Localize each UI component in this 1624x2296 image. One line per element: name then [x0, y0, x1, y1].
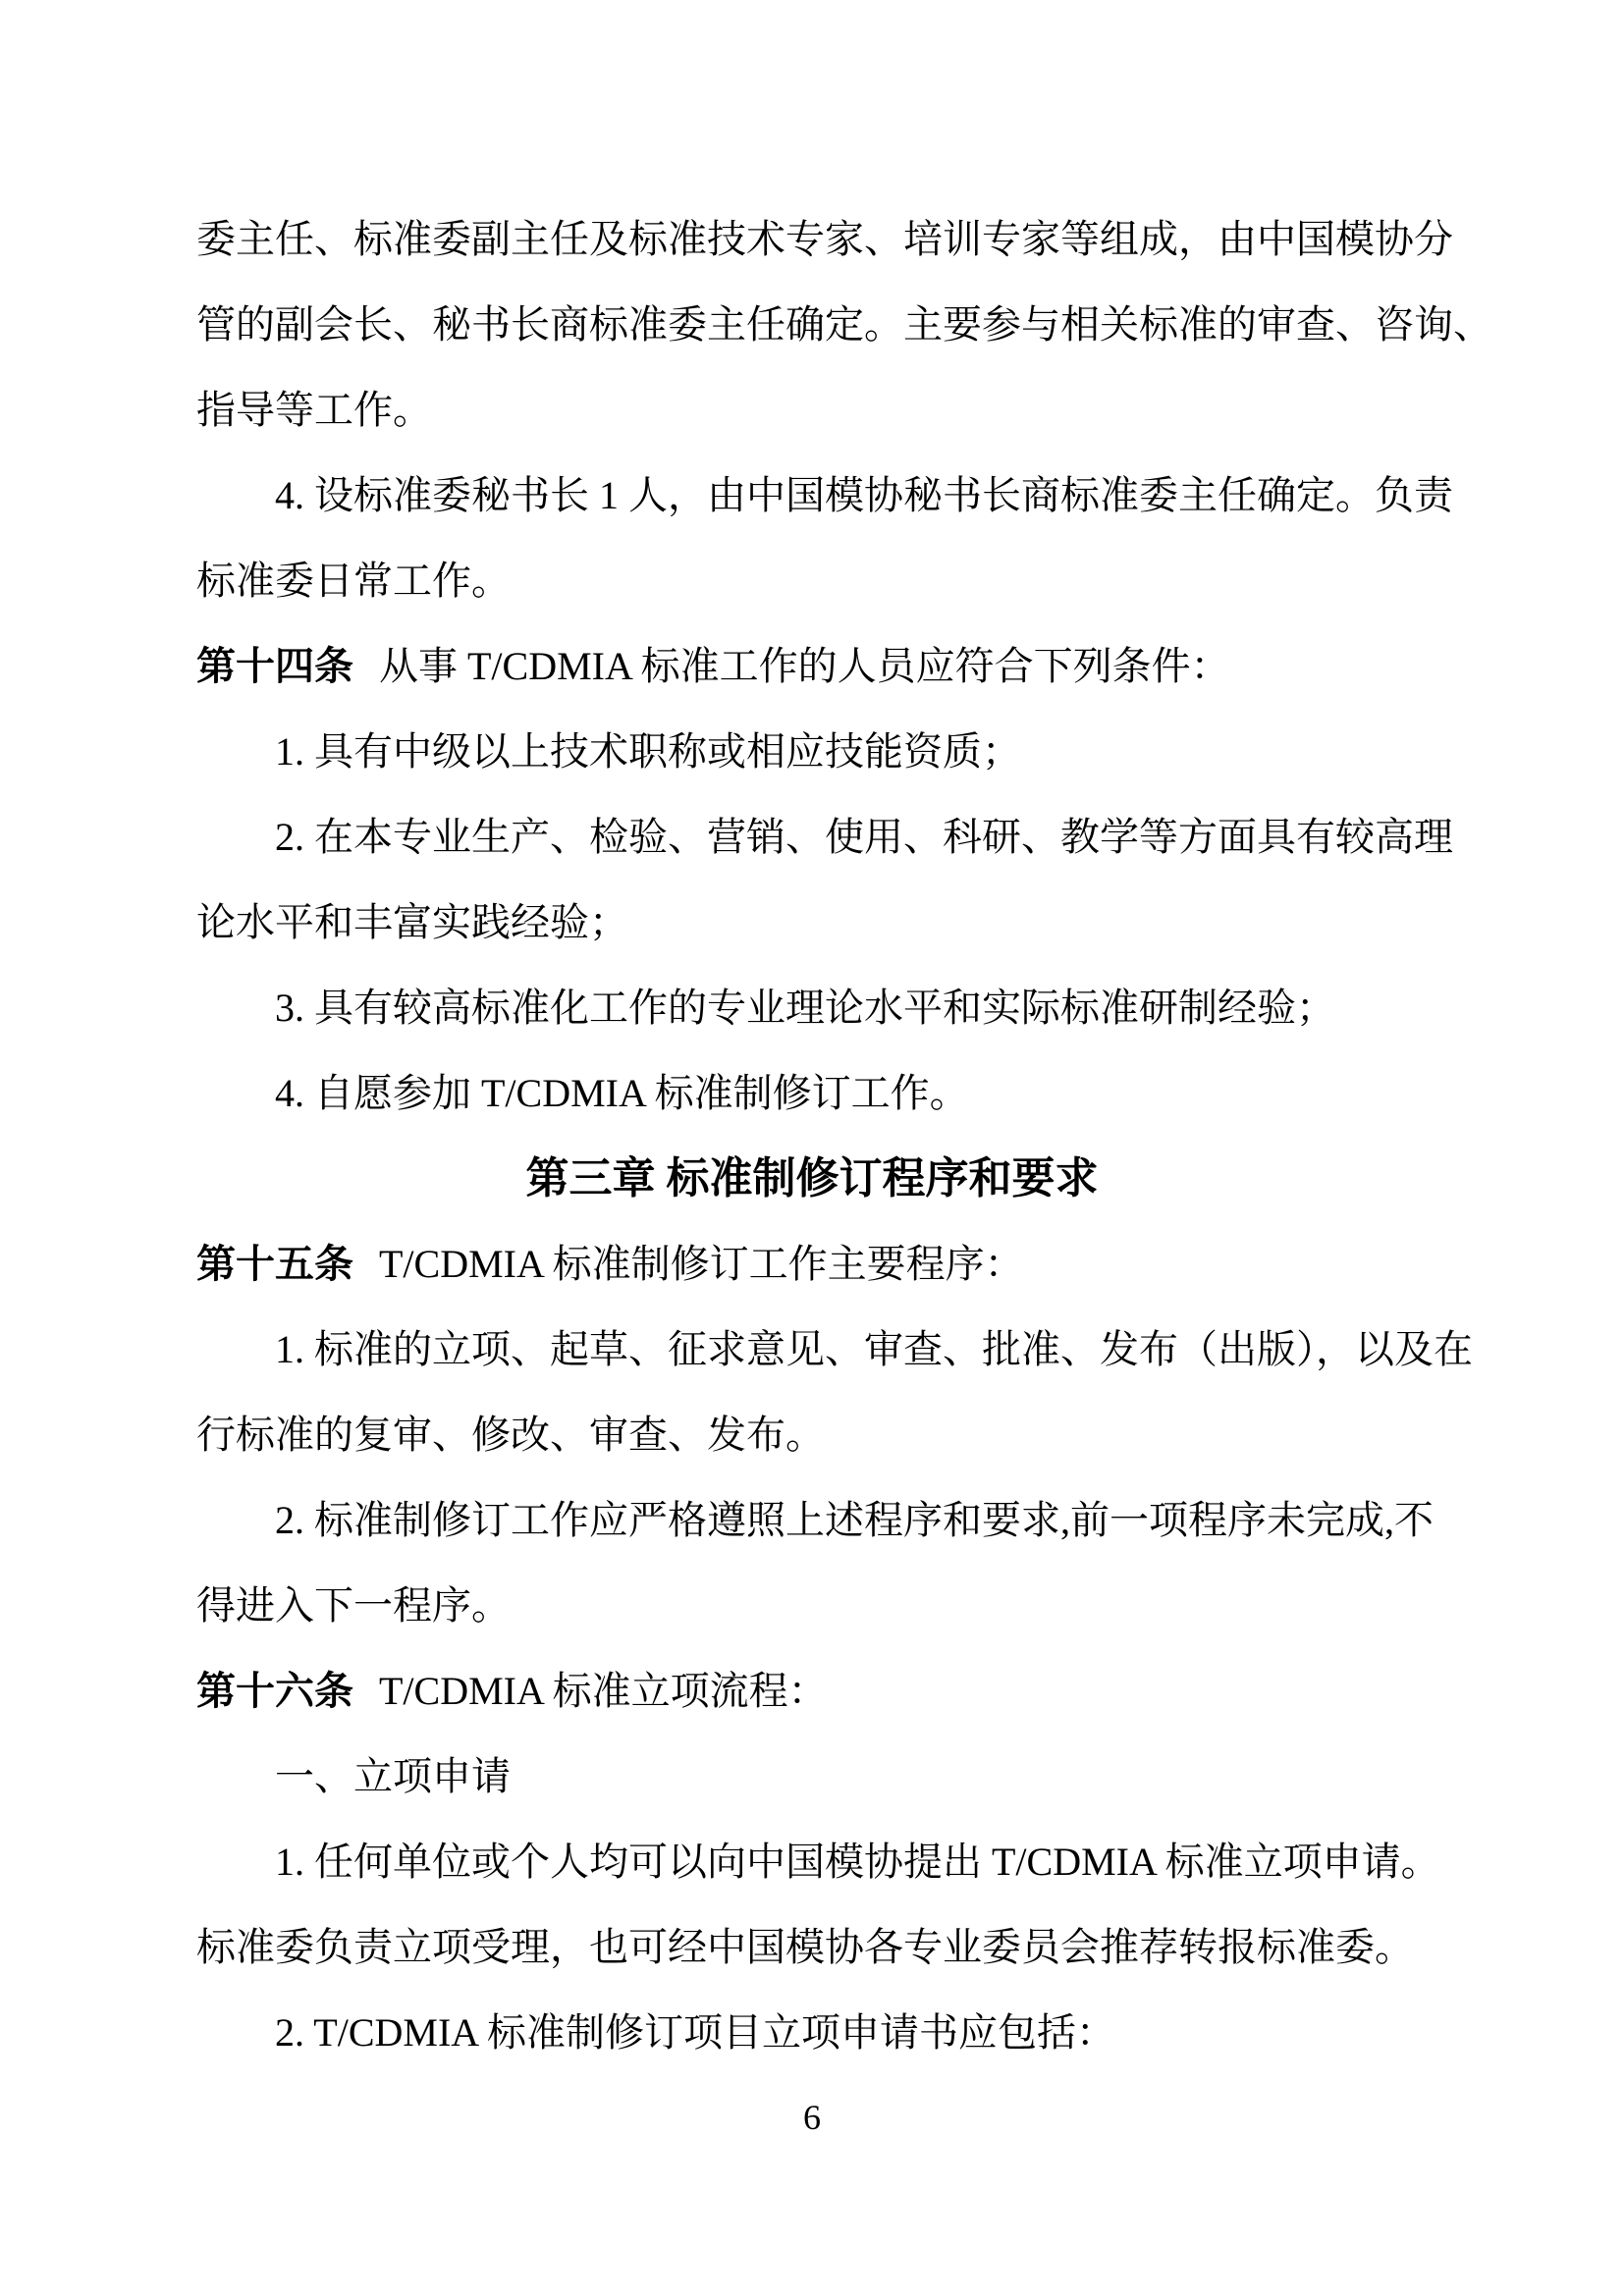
text-line: 指导等工作。: [196, 388, 432, 432]
text-line: 2. 在本专业生产、检验、营销、使用、科研、教学等方面具有较高理: [275, 815, 1453, 859]
text-line: 1. 任何单位或个人均可以向中国模协提出 T/CDMIA 标准立项申请。: [275, 1840, 1440, 1884]
text-line: 4. 自愿参加 T/CDMIA 标准制修订工作。: [275, 1071, 969, 1115]
article-text: 从事 T/CDMIA 标准工作的人员应符合下列条件：: [379, 644, 1230, 688]
text-line: 1. 具有中级以上技术职称或相应技能资质；: [275, 729, 1021, 774]
text-line: 得进入下一程序。: [196, 1583, 511, 1628]
document-body: [196, 196, 1492, 2075]
text-line: 标准委负责立项受理，也可经中国模协各专业委员会推荐转报标准委。: [196, 1925, 1414, 1969]
chapter-heading: 第三章 标准制修订程序和要求: [525, 1154, 1099, 1202]
article-text: T/CDMIA 标准制修订工作主要程序：: [379, 1242, 1024, 1286]
text-line: 3. 具有较高标准化工作的专业理论水平和实际标准研制经验；: [275, 986, 1335, 1030]
text-line: [196, 623, 1428, 709]
text-line: [196, 1648, 1428, 1734]
text-line: [196, 1221, 1428, 1307]
text-line: 行标准的复审、修改、审查、发布。: [196, 1413, 825, 1457]
text-line: 2. 标准制修订工作应严格遵照上述程序和要求,前一项程序未完成,不: [275, 1498, 1434, 1542]
text-line: 论水平和丰富实践经验；: [196, 900, 628, 944]
text-line: 标准委日常工作。: [196, 559, 511, 603]
article-number-label: 第十四条: [196, 644, 353, 688]
text-line: 委主任、标准委副主任及标准技术专家、培训专家等组成，由中国模协分: [196, 217, 1453, 261]
text-line: 管的副会长、秘书长商标准委主任确定。主要参与相关标准的审查、咨询、: [196, 302, 1492, 347]
text-line: 2. T/CDMIA 标准制修订项目立项申请书应包括：: [275, 2010, 1115, 2055]
article-number-label: 第十五条: [196, 1242, 353, 1286]
text-line: 1. 标准的立项、起草、征求意见、审查、批准、发布（出版），以及在: [275, 1327, 1473, 1371]
article-number-label: 第十六条: [196, 1669, 353, 1713]
article-text: T/CDMIA 标准立项流程：: [379, 1669, 828, 1713]
text-line: 4. 设标准委秘书长 1 人，由中国模协秘书长商标准委主任确定。负责: [275, 473, 1453, 517]
text-line: 一、立项申请: [275, 1754, 511, 1798]
page-number: 6: [803, 2098, 821, 2137]
